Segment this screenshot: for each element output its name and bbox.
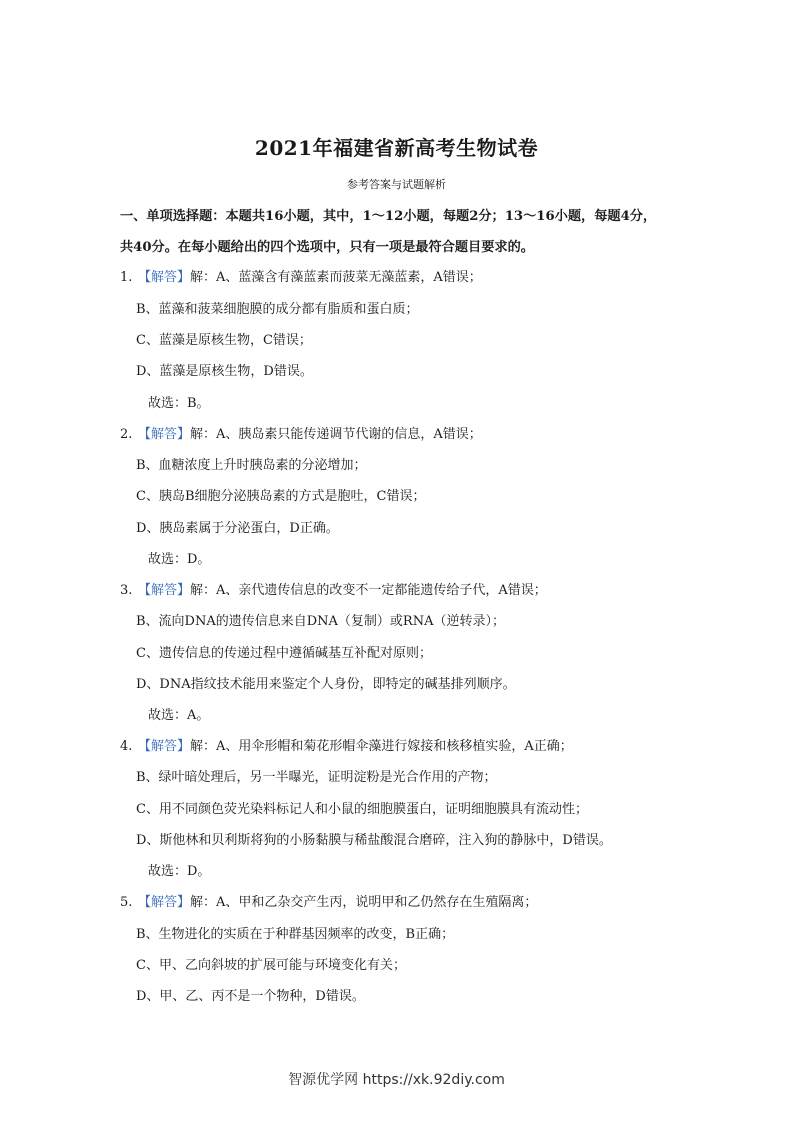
question-3-first-line [120, 581, 547, 601]
page-footer-watermark: 智源优学网 https://xk.92diy.com [288, 1072, 505, 1088]
answer-line: C、蓝藻是原核生物，C错误； [136, 333, 312, 348]
question-number: 1. [120, 270, 133, 285]
answer-line: B、流向DNA的遗传信息来自DNA（复制）或RNA（逆转录）； [136, 614, 505, 629]
question-number: 2. [120, 427, 133, 442]
answer-line: C、遗传信息的传递过程中遵循碱基互补配对原则； [136, 646, 432, 661]
answer-line: D、DNA指纹技术能用来鉴定个人身份，即特定的碱基排列顺序。 [136, 677, 516, 692]
answer-line: D、胰岛素属于分泌蛋白，D正确。 [136, 521, 339, 536]
answer-choice-line: 故选：A。 [148, 708, 210, 723]
answer-line: B、血糖浓度上升时胰岛素的分泌增加； [136, 458, 367, 473]
question-2-first-line [120, 425, 482, 445]
answer-line: C、胰岛B细胞分泌胰岛素的方式是胞吐，C错误； [136, 489, 426, 504]
answer-line: B、绿叶暗处理后，另一半曝光，证明淀粉是光合作用的产物； [136, 770, 497, 785]
answer-tag: 【解答】 [138, 739, 191, 754]
question-4-first-line [120, 737, 573, 757]
answer-line: B、蓝藻和菠菜细胞膜的成分都有脂质和蛋白质； [136, 302, 419, 317]
question-number: 5. [120, 895, 133, 910]
answer-text: 解：A、胰岛素只能传递调节代谢的信息，A错误； [190, 427, 482, 442]
answer-tag: 【解答】 [138, 427, 191, 442]
answer-line: D、蓝藻是原核生物，D错误。 [136, 364, 313, 379]
answer-line: D、甲、乙、丙不是一个物种，D错误。 [136, 989, 365, 1004]
answer-line: C、用不同颜色荧光染料标记人和小鼠的细胞膜蛋白，证明细胞膜具有流动性； [136, 802, 588, 817]
answer-choice-line: 故选：D。 [148, 864, 211, 879]
answer-choice-line: 故选：D。 [148, 552, 211, 567]
question-number: 4. [120, 739, 133, 754]
page-title: 2021年福建省新高考生物试卷 [254, 136, 539, 160]
answer-text: 解：A、蓝藻含有藻蓝素而菠菜无藻蓝素，A错误； [190, 270, 482, 285]
answer-choice-line: 故选：B。 [148, 396, 210, 411]
page-subtitle: 参考答案与试题解析 [347, 178, 446, 191]
section-heading-line-1: 一、单项选择题：本题共16小题，其中，1～12小题，每题2分；13～16小题，每题4分， [120, 209, 657, 224]
question-1-first-line [120, 268, 482, 288]
answer-line: C、甲、乙向斜坡的扩展可能与环境变化有关； [136, 958, 406, 973]
section-heading-line-2: 共40分。在每小题给出的四个选项中，只有一项是最符合题目要求的。 [120, 240, 534, 255]
answer-tag: 【解答】 [138, 583, 191, 598]
question-number: 3. [120, 583, 133, 598]
question-5-first-line [120, 893, 537, 913]
answer-tag: 【解答】 [138, 270, 191, 285]
answer-text: 解：A、甲和乙杂交产生丙，说明甲和乙仍然存在生殖隔离； [190, 895, 538, 910]
answer-text: 解：A、用伞形帽和菊花形帽伞藻进行嫁接和核移植实验，A正确； [190, 739, 573, 754]
answer-line: B、生物进化的实质在于种群基因频率的改变，B正确； [136, 927, 455, 942]
answer-tag: 【解答】 [138, 895, 191, 910]
answer-line: D、斯他林和贝利斯将狗的小肠黏膜与稀盐酸混合磨碎，注入狗的静脉中，D错误。 [136, 833, 612, 848]
answer-text: 解：A、亲代遗传信息的改变不一定都能遗传给子代，A错误； [190, 583, 547, 598]
